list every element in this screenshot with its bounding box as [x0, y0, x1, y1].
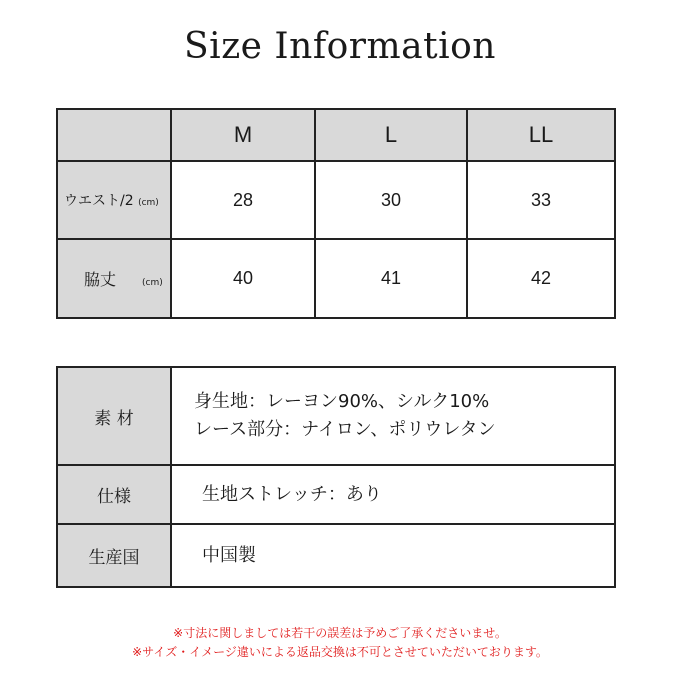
size-header-m: M	[171, 109, 315, 161]
table-row	[57, 524, 615, 587]
material-line-2: レース部分：ナイロン、ポリウレタン	[194, 419, 496, 440]
side-length-ll-value: 42	[467, 239, 615, 318]
header-corner-cell	[57, 109, 171, 161]
material-line-1: 身生地：レーヨン90%、シルク10%	[194, 391, 490, 412]
side-length-unit: (cm)	[142, 278, 163, 288]
size-header-ll: LL	[467, 109, 615, 161]
table-row	[57, 239, 615, 318]
material-content	[171, 367, 615, 465]
spec-label: 仕様	[57, 465, 171, 524]
size-table-header-row	[57, 109, 615, 161]
waist-label: ウエスト/2	[64, 193, 134, 209]
table-row	[57, 465, 615, 524]
table-row	[57, 161, 615, 239]
waist-label-cell	[57, 161, 171, 239]
note-line-2: ※サイズ・イメージ違いによる返品交換は不可とさせていただいております。	[132, 645, 548, 659]
size-table	[56, 108, 616, 319]
waist-ll-value: 33	[467, 161, 615, 239]
side-length-label: 脇丈	[84, 270, 117, 289]
table-row	[57, 367, 615, 465]
origin-label: 生産国	[57, 524, 171, 587]
notes	[0, 624, 680, 662]
side-length-m-value: 40	[171, 239, 315, 318]
waist-m-value: 28	[171, 161, 315, 239]
side-length-label-cell	[57, 239, 171, 318]
spec-value: 生地ストレッチ：あり	[171, 465, 615, 524]
note-line-1: ※寸法に関しましては若干の誤差は予めご了承くださいませ。	[173, 626, 507, 640]
spec-table	[56, 366, 616, 588]
size-header-l: L	[315, 109, 467, 161]
origin-value: 中国製	[171, 524, 615, 587]
waist-unit: (cm)	[138, 198, 159, 208]
waist-l-value: 30	[315, 161, 467, 239]
page-title: Size Information	[184, 26, 496, 67]
side-length-l-value: 41	[315, 239, 467, 318]
material-label: 素 材	[57, 367, 171, 465]
